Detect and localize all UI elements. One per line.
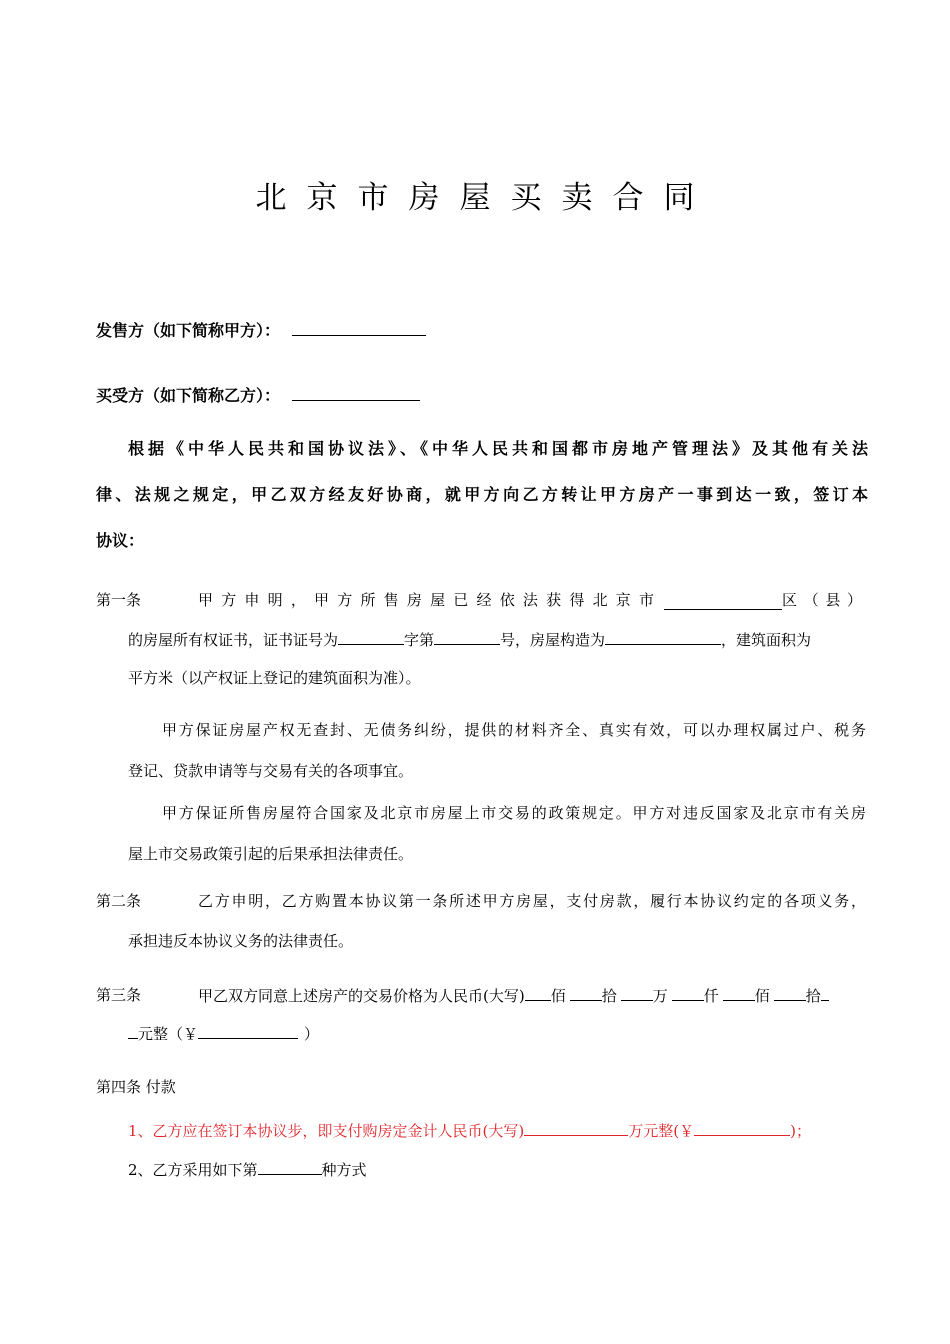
article1-p3-line-1: 甲方保证所售房屋符合国家及北京市房屋上市交易的政策规定。甲方对违反国家及北京市有关房	[162, 804, 866, 822]
seller-line	[96, 318, 426, 341]
structure-label: 号，房屋构造为	[500, 631, 606, 649]
article4-item-1	[128, 1119, 811, 1141]
buyer-label: 买受方（如下简称乙方）：	[96, 386, 281, 405]
deposit-close: )；	[790, 1122, 811, 1140]
article1-p2-line-1: 甲方保证房屋产权无查封、无债务纠纷，提供的材料齐全、真实有效，可以办理权属过户、税务	[162, 721, 866, 739]
price-qian-field[interactable]	[672, 984, 704, 1001]
unit-bai2: 佰	[754, 987, 770, 1005]
article1-line-3: 平方米（以产权证上登记的建筑面积为准）。	[128, 669, 421, 687]
district-field[interactable]	[664, 593, 782, 610]
price-shi2-tail	[821, 984, 829, 1001]
price-label: 甲乙双方同意上述房产的交易价格为人民币(大写)	[198, 987, 525, 1005]
price-wan-field[interactable]	[621, 984, 653, 1001]
intro-line-1: 根据《中华人民共和国协议法》、《中华人民共和国都市房地产管理法》及其他有关法	[128, 439, 868, 458]
article3-line-2	[128, 1022, 319, 1044]
district-label: 区（县）	[782, 591, 862, 609]
payment-method-suffix: 种方式	[321, 1161, 367, 1179]
article1-p3-line-2: 屋上市交易政策引起的后果承担法律责任。	[128, 845, 414, 863]
price-numeric-close: ）	[304, 1025, 320, 1043]
deposit-numeric-label: 万元整(￥	[628, 1122, 695, 1140]
deposit-label: 1、乙方应在签订本协议步，即支付购房定金计人民币(大写)	[128, 1122, 525, 1140]
buyer-line	[96, 383, 420, 406]
price-bai-field[interactable]	[525, 984, 551, 1001]
unit-wan: 万	[652, 987, 668, 1005]
seller-label: 发售方（如下简称甲方）：	[96, 321, 281, 340]
structure-field[interactable]	[605, 628, 721, 645]
price-numeric-label: 元整（￥	[138, 1025, 199, 1043]
certificate-number-field[interactable]	[434, 628, 500, 645]
unit-bai: 佰	[550, 987, 566, 1005]
unit-shi: 拾	[601, 987, 617, 1005]
price-shi-field[interactable]	[570, 984, 602, 1001]
price-bai2-field[interactable]	[723, 984, 755, 1001]
buyer-name-field[interactable]	[292, 384, 420, 401]
article3-line-1	[198, 984, 829, 1006]
article3-heading: 第三条	[96, 986, 142, 1004]
certificate-label: 的房屋所有权证书，证书证号为	[128, 631, 339, 649]
unit-shi2: 拾	[805, 987, 821, 1005]
article2-heading: 第二条	[96, 892, 142, 910]
unit-qian: 仟	[703, 987, 719, 1005]
certificate-prefix-field[interactable]	[338, 628, 404, 645]
article1-line-2	[128, 628, 811, 650]
price-numeric-field[interactable]	[198, 1022, 298, 1039]
seller-name-field[interactable]	[292, 319, 426, 336]
article4-heading: 第四条 付款	[96, 1078, 176, 1096]
article1-line-1	[198, 589, 862, 610]
area-label: ，建筑面积为	[721, 631, 812, 649]
payment-method-label: 2、乙方采用如下第	[128, 1161, 258, 1179]
contract-title: 北京市房屋买卖合同	[255, 180, 715, 216]
article4-item-2	[128, 1158, 367, 1180]
deposit-numeric-field[interactable]	[694, 1119, 790, 1136]
article2-line-2: 承担违反本协议义务的法律责任。	[128, 932, 354, 950]
article1-p2-line-2: 登记、贷款申请等与交易有关的各项事宜。	[128, 762, 414, 780]
certificate-zi-label: 字第	[404, 631, 435, 649]
intro-line-3: 协议：	[96, 531, 145, 550]
article1-heading: 第一条	[96, 591, 142, 609]
article2-line-1: 乙方申明，乙方购置本协议第一条所述甲方房屋，支付房款，履行本协议约定的各项义务，	[198, 892, 866, 910]
price-yuan-field[interactable]	[128, 1022, 138, 1039]
payment-method-field[interactable]	[258, 1158, 322, 1175]
article1-statement: 甲方申明，甲方所售房屋已经依法获得北京市	[198, 591, 654, 609]
price-shi2-field[interactable]	[774, 984, 806, 1001]
intro-line-2: 律、法规之规定，甲乙双方经友好协商，就甲方向乙方转让甲方房产一事到达一致，签订本	[96, 485, 868, 504]
deposit-words-field[interactable]	[524, 1119, 628, 1136]
